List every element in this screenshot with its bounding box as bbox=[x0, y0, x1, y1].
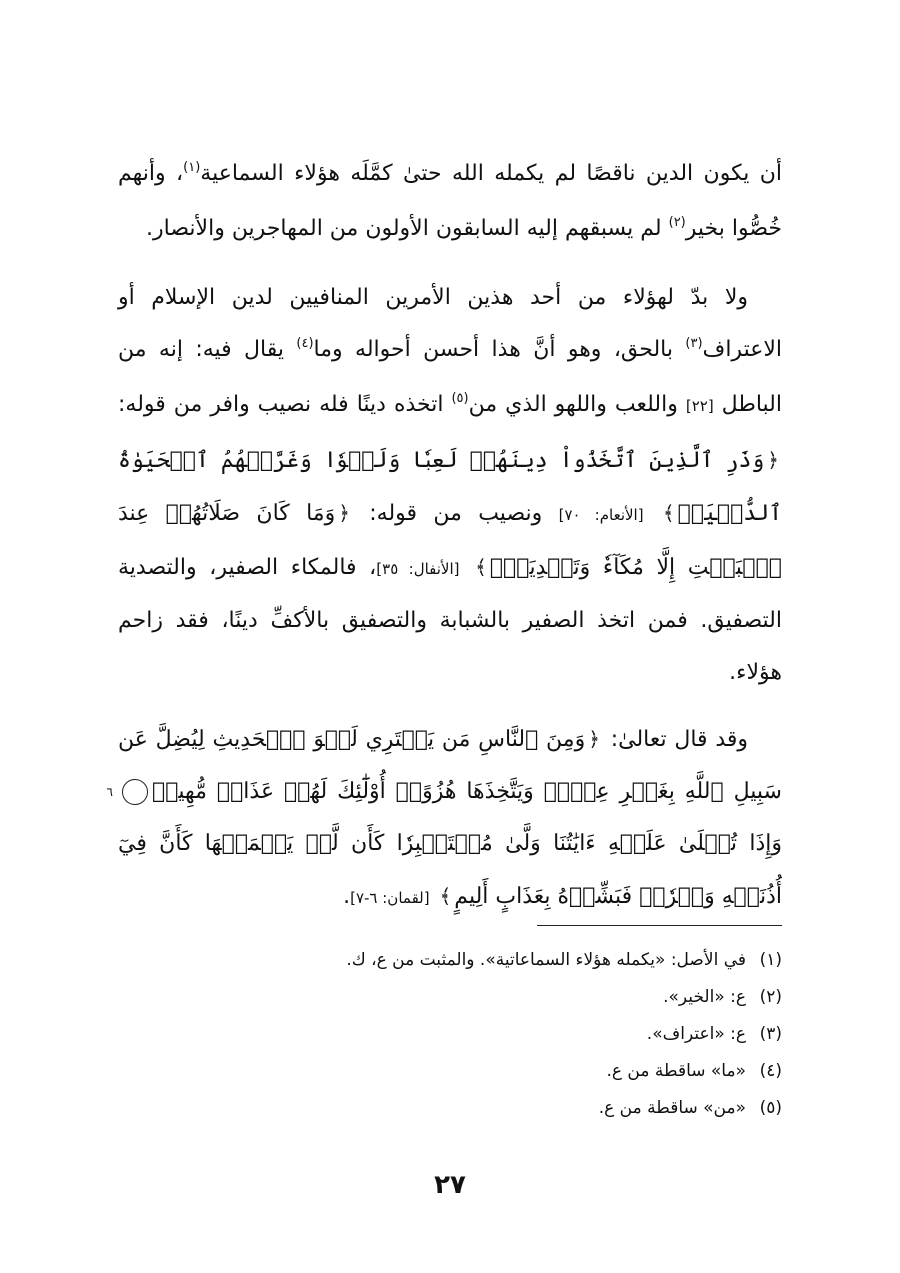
ornate-bracket-open-icon: ﴿ bbox=[767, 448, 779, 472]
verse-reference: [لقمان: ٦-٧] bbox=[350, 889, 430, 907]
footnote-text: ع: «الخير». bbox=[663, 987, 746, 1007]
quran-verse-luqman-6: وَمِنَ ٱلنَّاسِ مَن يَشۡتَرِي لَهۡوَ ٱلۡحَدِيثِ لِيُضِلَّ عَن سَبِيلِ ٱللَّهِ بِغَيۡرِ عِلۡمٖ وَيَتَّخِذَهَا هُزُوًاۚ أُوْلَٰٓئِكَ لَهُمۡ عَذَابٞ مُّهِينٞ bbox=[118, 727, 782, 804]
ornate-bracket-close-icon: ﴾ bbox=[475, 555, 487, 579]
footnote-number: (١) bbox=[759, 950, 782, 970]
footnote-divider bbox=[537, 925, 782, 926]
footnote-item bbox=[118, 942, 782, 979]
quran-verse-luqman-7: وَإِذَا تُتۡلَىٰ عَلَيۡهِ ءَايَٰتُنَا وَلَّىٰ مُسۡتَكۡبِرٗا كَأَن لَّمۡ يَسۡمَعۡهَا كَأَنَّ فِيٓ أُذُنَيۡهِ وَقۡرٗاۖ فَبَشِّرۡهُ بِعَذَابٍ أَلِيمٍ bbox=[118, 831, 782, 909]
quran-verse-anam: وَذَرِ ٱلَّذِينَ ٱتَّخَذُواْ دِينَهُمۡ لَعِبٗا وَلَهۡوٗا وَغَرَّتۡهُمُ ٱلۡحَيَوٰةُ ٱلدُّنۡيَاۚ bbox=[118, 448, 782, 526]
page-number: ٢٧ bbox=[434, 1170, 466, 1200]
paragraph-text: يقال فيه: إنه من الباطل bbox=[118, 337, 782, 417]
ayah-number-marker: ٦ bbox=[122, 779, 148, 805]
verse-reference: [الأنعام: ٧٠] bbox=[558, 506, 644, 524]
ornate-bracket-open-icon: ﴿ bbox=[338, 501, 350, 525]
footnote-text: في الأصل: «يكمله هؤلاء السماعاتية». والمثبت من ع، ك. bbox=[346, 950, 746, 970]
footnote-ref-2: (٢) bbox=[668, 215, 686, 230]
quran-verse-anfal: وَمَا كَانَ صَلَاتُهُمۡ عِندَ ٱلۡبَيۡتِ إِلَّا مُكَآءٗ وَتَصۡدِيَةٗۚ bbox=[118, 501, 782, 580]
paragraph-text: اتخذه دينًا فله نصيب وافر من قوله: bbox=[118, 392, 452, 417]
paragraph-text: أن يكون الدين ناقصًا لم يكمله الله حتىٰ كمَّلَه هؤلاء السماعية bbox=[200, 161, 782, 186]
footnote-ref-5: (٥) bbox=[451, 391, 469, 406]
footnote-item bbox=[118, 1053, 782, 1090]
paragraph-text: بالحق، وهو أنَّ هذا أحسن أحواله وما bbox=[313, 337, 686, 362]
footnote-text: «ما» ساقطة من ع. bbox=[606, 1061, 746, 1081]
paragraph-text: ، فالمكاء الصفير، والتصدية التصفيق. فمن اتخذ الصفير بالشبابة والتصفيق بالأكفِّ دينًا، فقد زاحم هؤلاء. bbox=[118, 555, 782, 685]
footnote-item bbox=[118, 979, 782, 1016]
paragraph-text: . bbox=[343, 884, 351, 909]
paragraph-1 bbox=[118, 148, 782, 258]
footnote-item bbox=[118, 1016, 782, 1053]
ornate-bracket-close-icon: ﴾ bbox=[662, 501, 675, 525]
footnote-item bbox=[118, 1090, 782, 1127]
footnote-text: ع: «اعتراف». bbox=[646, 1024, 746, 1044]
footnote-ref-1: (١) bbox=[183, 160, 201, 175]
paragraph-3 bbox=[106, 713, 782, 924]
ornate-bracket-close-icon: ﴾ bbox=[439, 884, 452, 908]
paragraph-text: ، وأنهم خُصُّوا بخير bbox=[118, 161, 782, 241]
ornate-bracket-open-icon: ﴿ bbox=[588, 727, 600, 751]
main-text bbox=[106, 148, 782, 938]
paragraph-text: ونصيب من قوله: bbox=[352, 501, 559, 526]
footnote-ref-4: (٤) bbox=[296, 336, 314, 351]
paragraph-text: لم يسبقهم إليه السابقون الأولون من المهاجرين والأنصار. bbox=[146, 216, 669, 241]
footnote-number: (٤) bbox=[759, 1061, 782, 1081]
paragraph-text: واللعب واللهو الذي من bbox=[468, 392, 686, 417]
manuscript-page-marker: [٢٢] bbox=[685, 397, 714, 415]
footnote-number: (٢) bbox=[759, 987, 782, 1007]
footnote-ref-3: (٣) bbox=[685, 336, 703, 351]
verse-reference: [الأنفال: ٣٥] bbox=[376, 560, 460, 578]
footnote-number: (٥) bbox=[759, 1098, 782, 1118]
footnote-number: (٣) bbox=[759, 1024, 782, 1044]
paragraph-text: ولا بدّ لهؤلاء من أحد هذين الأمرين المنافيين لدين الإسلام أو الاعتراف bbox=[118, 285, 782, 362]
paragraph-2 bbox=[118, 272, 782, 699]
footnotes bbox=[118, 942, 782, 1127]
footnote-text: «من» ساقطة من ع. bbox=[598, 1098, 746, 1118]
paragraph-text: وقد قال تعالىٰ: bbox=[602, 727, 749, 752]
